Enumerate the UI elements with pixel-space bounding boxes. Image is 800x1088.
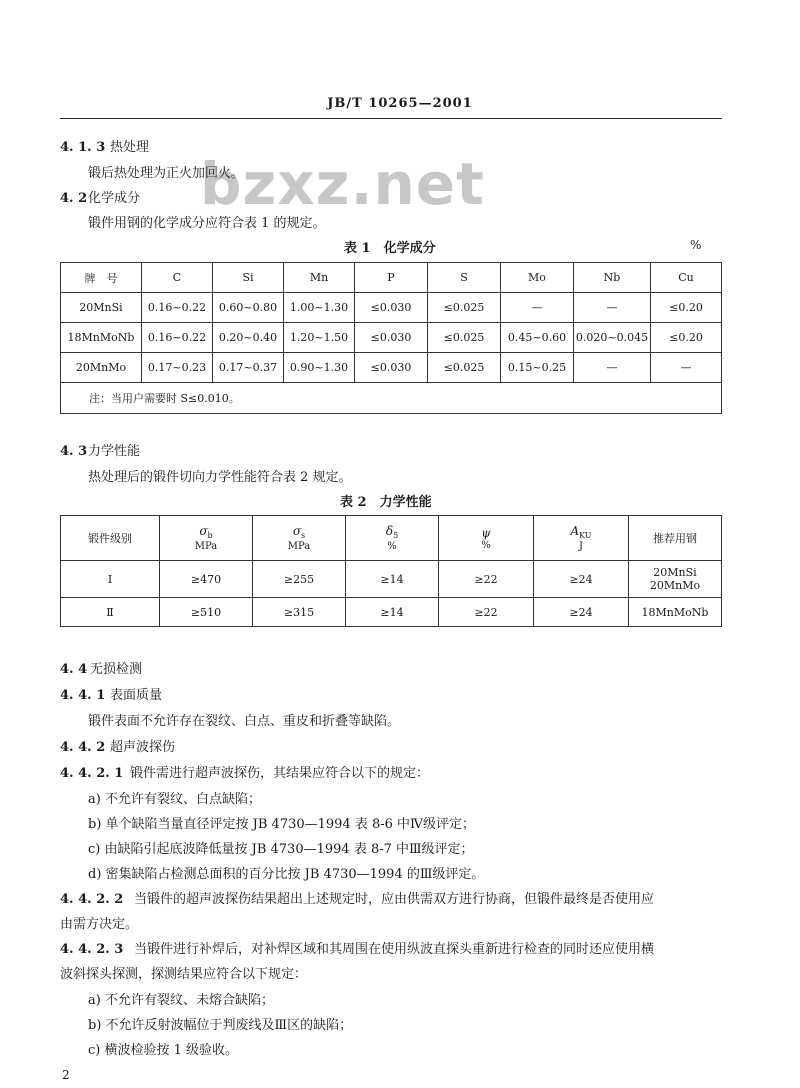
table-2-header-cell: 推荐用钢 (629, 516, 722, 561)
table-cell: ≥315 (253, 598, 346, 627)
table-1-header-cell: C (142, 263, 213, 293)
section-4-4-2-3: 4. 4. 2. 3 当锻件进行补焊后，对补焊区域和其周围在使用纵波直探头重新进行检查的同时还应使用横 (60, 942, 655, 957)
section-4-4-2-3-continued: 波斜探头探测，探测结果应符合以下规定： (60, 967, 308, 982)
table-cell: 0.60~0.80 (213, 293, 284, 323)
section-4-1-3-body: 锻后热处理为正火加回火。 (88, 166, 245, 181)
table-cell: ≥14 (346, 561, 439, 598)
section-4-4-2-2-continued: 由需方决定。 (60, 917, 139, 932)
table-cell: 18MnMoNb (629, 598, 722, 627)
table-cell: 1.20~1.50 (284, 323, 355, 353)
table-2-header-cell: $A_{KU}$ J (534, 516, 629, 561)
table-cell: — (574, 353, 651, 383)
table-1-header-row (61, 263, 722, 293)
section-4-2-body: 锻件用钢的化学成分应符合表 1 的规定。 (88, 216, 326, 231)
list-item: c) 横波检验按 1 级验收。 (88, 1043, 239, 1058)
section-4-4-2-2: 4. 4. 2. 2 当锻件的超声波探伤结果超出上述规定时，应由供需双方进行协商，但锻件最终是否使用应 (60, 892, 655, 907)
table-cell: ≥24 (534, 561, 629, 598)
table-cell: ≤0.025 (428, 353, 501, 383)
table-cell: ≥14 (346, 598, 439, 627)
table-1-chemical-composition (60, 262, 722, 414)
section-4-4-2-1: 4. 4. 2. 1 锻件需进行超声波探伤，其结果应符合以下的规定： (60, 766, 430, 781)
table-cell: 20MnSi 20MnMo (629, 561, 722, 598)
section-4-4-heading: 4. 4 无损检测 (60, 662, 143, 677)
table-cell: 0.45~0.60 (501, 323, 574, 353)
table-1-note-row (61, 383, 722, 414)
table-cell: ≤0.030 (355, 323, 428, 353)
section-4-1-3-heading: 4. 1. 3 热处理 (60, 140, 150, 155)
list-item: b) 不允许反射波幅位于判废线及Ⅲ区的缺陷； (88, 1018, 353, 1033)
table-cell: — (651, 353, 722, 383)
table-cell: 0.20~0.40 (213, 323, 284, 353)
table-cell: ≤0.20 (651, 293, 722, 323)
table-cell: 0.16~0.22 (142, 323, 213, 353)
table-2-header-cell: $\sigma_s$ MPa (253, 516, 346, 561)
section-4-2-heading: 4. 2化学成分 (60, 191, 141, 206)
table-2-header-cell: $\delta_5$ % (346, 516, 439, 561)
table-cell: ≥255 (253, 561, 346, 598)
section-4-4-1-body: 锻件表面不允许存在裂纹、白点、重皮和折叠等缺陷。 (88, 714, 401, 729)
watermark: bzxz.net (200, 150, 485, 218)
table-1-header-cell: Cu (651, 263, 722, 293)
page-number: 2 (62, 1068, 70, 1082)
table-1-header-cell: P (355, 263, 428, 293)
table-2-mechanical-properties (60, 515, 722, 627)
list-item: c) 由缺陷引起底波降低量按 JB 4730—1994 表 8-7 中Ⅲ级评定； (88, 842, 474, 857)
table-1-header-cell: 牌 号 (61, 263, 142, 293)
table-row (61, 353, 722, 383)
section-4-3-body: 热处理后的锻件切向力学性能符合表 2 规定。 (88, 470, 352, 485)
table-cell: 18MnMoNb (61, 323, 142, 353)
table-2-header-cell: 锻件级别 (61, 516, 160, 561)
table-cell: 0.16~0.22 (142, 293, 213, 323)
table-cell: 0.15~0.25 (501, 353, 574, 383)
table-cell: ≥510 (160, 598, 253, 627)
table-cell: ≤0.025 (428, 323, 501, 353)
table-cell: 0.90~1.30 (284, 353, 355, 383)
table-cell: ≤0.025 (428, 293, 501, 323)
table-1-header-cell: S (428, 263, 501, 293)
table-cell: 1.00~1.30 (284, 293, 355, 323)
table-cell: 20MnSi (61, 293, 142, 323)
page-header: JB/T 10265—2001 (327, 96, 473, 111)
table-row (61, 598, 722, 627)
table-2-header-cell: $\sigma_b$ MPa (160, 516, 253, 561)
table-cell: ≤0.030 (355, 293, 428, 323)
table-1-header-cell: Mn (284, 263, 355, 293)
table-cell: 0.17~0.37 (213, 353, 284, 383)
table-1-header-cell: Nb (574, 263, 651, 293)
table-cell: ≥470 (160, 561, 253, 598)
list-item: a) 不允许有裂纹、未熔合缺陷； (88, 993, 274, 1008)
table-cell: ≥22 (439, 598, 534, 627)
table-1-caption: 表 1 化学成分 (344, 241, 436, 256)
table-1-header-cell: Mo (501, 263, 574, 293)
table-cell: 20MnMo (61, 353, 142, 383)
table-cell: ≤0.20 (651, 323, 722, 353)
table-cell: Ⅱ (61, 598, 160, 627)
list-item: a) 不允许有裂纹、白点缺陷； (88, 792, 261, 807)
table-1-unit: % (690, 238, 702, 252)
table-cell: 0.17~0.23 (142, 353, 213, 383)
section-4-3-heading: 4. 3力学性能 (60, 444, 141, 459)
table-cell: ≤0.030 (355, 353, 428, 383)
table-cell: ≥24 (534, 598, 629, 627)
table-cell: Ⅰ (61, 561, 160, 598)
table-2-header-cell: ψ % (439, 516, 534, 561)
list-item: d) 密集缺陷占检测总面积的百分比按 JB 4730—1994 的Ⅲ级评定。 (88, 867, 485, 882)
table-row (61, 293, 722, 323)
table-2-header-row (61, 516, 722, 561)
table-row (61, 561, 722, 598)
list-item: b) 单个缺陷当量直径评定按 JB 4730—1994 表 8-6 中Ⅳ级评定； (88, 817, 476, 832)
table-cell: — (574, 293, 651, 323)
table-cell: ≥22 (439, 561, 534, 598)
section-4-4-1-heading: 4. 4. 1 表面质量 (60, 688, 163, 703)
table-row (61, 323, 722, 353)
table-1-header-cell: Si (213, 263, 284, 293)
table-1-note: 注：当用户需要时 S≤0.010。 (61, 383, 722, 414)
section-4-4-2-heading: 4. 4. 2 超声波探伤 (60, 740, 176, 755)
table-cell: 0.020~0.045 (574, 323, 651, 353)
header-rule (60, 118, 722, 119)
table-2-caption: 表 2 力学性能 (340, 495, 432, 510)
table-cell: — (501, 293, 574, 323)
